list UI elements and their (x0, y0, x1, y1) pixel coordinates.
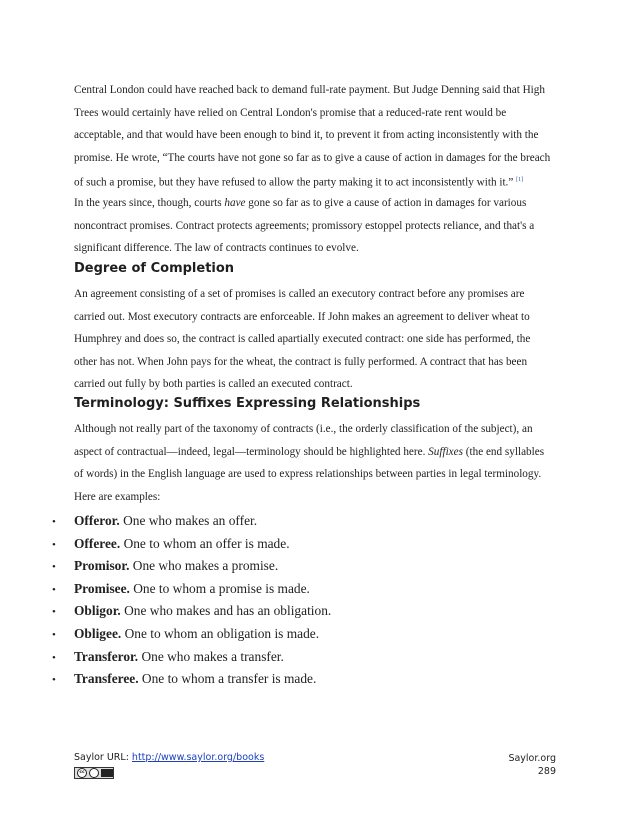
text-line (74, 169, 558, 194)
term: Transferor. (74, 648, 139, 664)
term: Promisor. (74, 558, 130, 574)
bullet-icon: • (52, 606, 56, 619)
term: Promisee. (74, 580, 130, 596)
term: Offeree. (74, 535, 121, 551)
saylor-books-link[interactable]: http://www.saylor.org/books (131, 752, 265, 763)
definition: One to whom an obligation is made. (121, 625, 320, 641)
text-fragment: (the end syllables (462, 445, 545, 458)
bullet-icon: • (52, 561, 56, 574)
definition: One who makes an offer. (119, 513, 258, 528)
text-line: of words) in the English language are used to express relationships between parties in legal terminology. (74, 468, 542, 481)
text-line: noncontract promises. Contract protects agreements; promissory estoppel protects reliance, and that's a (74, 219, 535, 232)
text-fragment: aspect of contractual—indeed, legal—terminology should be highlighted here. (74, 445, 429, 458)
footer-url (74, 752, 264, 763)
list-item (52, 510, 331, 533)
text-line: carried out. Most executory contracts are enforceable. If John makes an agreement to deliver wheat to (74, 310, 530, 323)
quote-end: of such a promise, but they have refused to allow the party making it to act inconsistently with it.” (74, 177, 514, 190)
text-fragment: gone so far as to give a cause of action in damages for various (245, 197, 527, 209)
footer-right (508, 752, 556, 778)
list-item (52, 533, 331, 556)
definition: One to whom a promise is made. (129, 580, 310, 596)
text-line: other has not. When John pays for the wheat, the contract is fully performed. A contract that has been (74, 355, 528, 368)
text-line: carried out fully by both parties is called an executed contract. (74, 378, 353, 391)
bullet-icon: • (52, 538, 56, 551)
text-line: Humphrey and does so, the contract is called apartially executed contract: one side has performed, the (74, 333, 531, 346)
text-line: Trees would certainly have relied on Central London's promise that a reduced-rate rent would be (74, 106, 507, 119)
emphasis-have: have (224, 197, 246, 209)
text-line: significant difference. The law of contracts continues to evolve. (74, 242, 359, 255)
term: Obligor. (74, 603, 121, 619)
text-line: promise. He wrote, “The courts have not gone so far as to give a cause of action in damages for the breach (74, 151, 551, 164)
paragraph-suffixes (74, 418, 558, 508)
term: Obligee. (74, 625, 122, 641)
list-item (52, 555, 331, 578)
suffix-terms-list (52, 510, 331, 691)
page-number: 289 (537, 766, 556, 777)
text-line: Although not really part of the taxonomy of contracts (i.e., the orderly classification of the subject), an (74, 423, 533, 435)
bullet-icon: • (52, 674, 56, 687)
license-bar-icon (101, 769, 113, 777)
paragraph-high-trees (74, 79, 558, 195)
list-item (52, 646, 331, 669)
term: Offeror. (74, 513, 120, 528)
paragraph-years-since (74, 192, 558, 260)
footer-site: Saylor.org (508, 753, 556, 764)
text-line (74, 192, 558, 215)
definition: One who makes a transfer. (138, 648, 284, 664)
paragraph-executory-contract (74, 283, 558, 396)
text-fragment: In the years since, though, courts (74, 197, 225, 209)
list-item (52, 600, 331, 623)
bullet-icon: • (52, 583, 56, 596)
footnote-link[interactable]: [1] (516, 177, 524, 184)
term: Transferee. (74, 671, 139, 687)
by-attribution-icon (89, 768, 99, 778)
text-line: An agreement consisting of a set of promises is called an executory contract before any promises are (74, 288, 525, 300)
list-item (52, 668, 331, 691)
bullet-icon: • (52, 628, 56, 641)
definition: One to whom an offer is made. (120, 535, 290, 551)
heading-terminology: Terminology: Suffixes Expressing Relationships (74, 396, 421, 411)
definition: One who makes and has an obligation. (120, 603, 332, 619)
bullet-icon: • (52, 516, 56, 528)
bullet-icon: • (52, 651, 56, 664)
text-line: Central London could have reached back to demand full-rate payment. But Judge Denning said that High (74, 84, 545, 96)
emphasis-suffixes: Suffixes (428, 445, 463, 458)
cc-logo-icon: cc (77, 768, 87, 778)
text-line (74, 441, 558, 464)
heading-degree-of-completion: Degree of Completion (74, 261, 235, 276)
text-line: acceptable, and that would have been enough to bind it, to prevent it from acting inconsistently with the (74, 129, 539, 142)
creative-commons-license-icon (74, 767, 114, 779)
definition: One who makes a promise. (129, 558, 279, 574)
definition: One to whom a transfer is made. (138, 671, 317, 687)
footer-url-label: Saylor URL: (74, 752, 132, 763)
list-item (52, 623, 331, 646)
list-item (52, 578, 331, 601)
text-line: Here are examples: (74, 490, 161, 503)
